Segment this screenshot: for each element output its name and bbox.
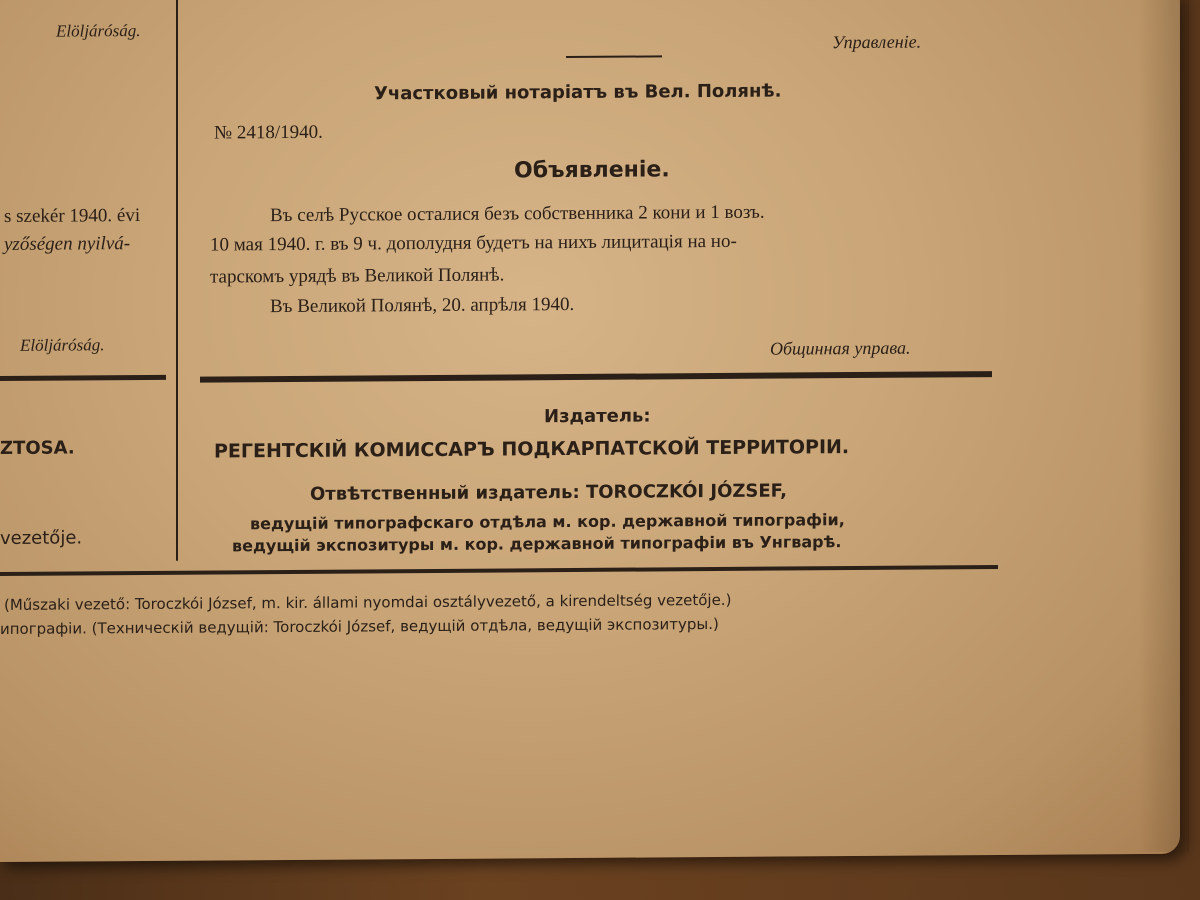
body-line: Въ селѣ Русское осталися безъ собственника 2 кони и 1 возъ.: [270, 201, 765, 227]
left-text-fragment: vezetője.: [0, 527, 83, 549]
signature: Общинная управа.: [770, 337, 911, 359]
publisher-role-1: ведущій типографскаго отдѣла м. кор. державной типографіи,: [250, 510, 845, 534]
left-heading-fragment: ZTOSA.: [0, 437, 75, 459]
left-signature-1: Elöljáróság.: [56, 21, 141, 41]
page-edge: [1138, 0, 1189, 852]
document-number: № 2418/1940.: [214, 121, 323, 144]
left-text-line: s szekér 1940. évi: [4, 205, 141, 227]
footer-line-2: ипографіи. (Техническій ведущій: Toroczkói József, ведущій отдѣла, ведущій экспозитуры.): [0, 614, 719, 638]
publisher-label: Издатель:: [544, 405, 651, 428]
upravlenie-signature: Управленіе.: [832, 31, 922, 53]
left-divider: [0, 375, 166, 381]
publisher-name: РЕГЕНТСКІЙ КОМИССАРЪ ПОДКАРПАТСКОЙ ТЕРРИТОРІИ.: [214, 436, 850, 463]
announcement-title: Объявленіе.: [514, 157, 670, 184]
responsible-publisher: Отвѣтственный издатель: TOROCZKÓI JÓZSEF,: [310, 480, 787, 505]
section-divider: [200, 371, 992, 383]
column-divider: [176, 0, 178, 561]
notariat-heading: Участковый нотаріатъ въ Вел. Полянѣ.: [374, 80, 782, 105]
left-signature-2: Elöljáróság.: [20, 335, 105, 355]
footer-divider: [0, 565, 998, 576]
left-text-line: yzőségen nyilvá-: [4, 233, 131, 255]
publisher-role-2: ведущій экспозитуры м. кор. державной типографіи въ Унгварѣ.: [232, 532, 842, 556]
body-line: 10 мая 1940. г. въ 9 ч. дополудня будетъ на нихъ лицитація на но-: [210, 230, 737, 256]
short-rule: [566, 55, 662, 58]
body-line: тарскомъ урядѣ въ Великой Полянѣ.: [210, 264, 505, 288]
footer-line-1: (Műszaki vezető: Toroczkói József, m. kir. állami nyomdai osztályvezető, a kirendeltség vezetője.): [4, 590, 732, 614]
place-date: Въ Великой Полянѣ, 20. апрѣля 1940.: [270, 293, 575, 318]
